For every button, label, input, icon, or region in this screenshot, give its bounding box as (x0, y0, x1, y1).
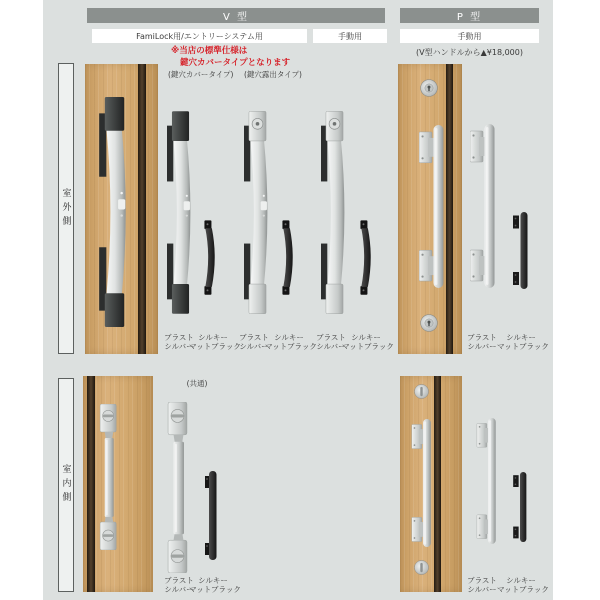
finish-label-silky-black: シルキー マットブラック (265, 333, 317, 351)
v-manual-subheader (313, 29, 387, 43)
mounted-indoor-p-handle-image (411, 419, 432, 547)
v-type-title: V 型 (222, 12, 250, 23)
finish-label-blast-silver: ブラスト シルバー (239, 333, 269, 351)
keyhole-exposed-type-label: (鍵穴露出タイプ) (244, 70, 302, 79)
v-handle-manual-black-image (360, 215, 374, 300)
v-famiilock-subheader (92, 29, 307, 43)
p-manual-subheader-label: 手動用 (457, 31, 482, 41)
door-edge-strip (446, 64, 453, 354)
keyhole-cover-type-label: (鍵穴カバータイプ) (168, 70, 234, 79)
lock-cylinder-icon (420, 314, 438, 332)
finish-label-blast-silver: ブラスト シルバー (164, 333, 194, 351)
v-handle-cover-black-image (204, 215, 218, 300)
finish-label-blast-silver: ブラスト シルバー (164, 576, 194, 594)
common-type-label: (共通) (186, 379, 208, 388)
v-handle-cover-silver-image (167, 100, 194, 325)
thumbturn-icon (414, 384, 429, 399)
v-handle-exposed-black-image (282, 215, 296, 300)
finish-label-silky-black: シルキー マットブラック (342, 333, 394, 351)
standard-spec-note-line2: 鍵穴カバータイプとなります (180, 57, 291, 68)
standard-spec-note (171, 46, 290, 69)
p-manual-subheader (400, 29, 539, 43)
outdoor-side-label: 室外側 (58, 63, 74, 354)
standard-spec-note-line1: ※当店の標準仕様は (171, 46, 248, 56)
door-edge-strip (138, 64, 146, 354)
finish-label-silky-black: シルキー マットブラック (497, 576, 549, 594)
v-type-header (87, 8, 385, 23)
lock-cylinder-icon (420, 79, 438, 97)
p-handle-black-image (513, 212, 528, 289)
p-type-title: P 型 (456, 12, 483, 23)
finish-label-blast-silver: ブラスト シルバー (316, 333, 346, 351)
v-handle-manual-silver-image (321, 100, 348, 325)
door-edge-strip (87, 376, 95, 592)
indoor-handle-silver-image (166, 402, 191, 573)
indoor-handle-black-image (205, 471, 217, 560)
finish-label-blast-silver: ブラスト シルバー (467, 333, 497, 351)
finish-label-blast-silver: ブラスト シルバー (467, 576, 497, 594)
mounted-v-handle-image (94, 97, 135, 327)
finish-label-silky-black: シルキー マットブラック (189, 576, 241, 594)
p-type-header (400, 8, 539, 23)
p-price-note: (V型ハンドルから▲¥18,000) (416, 48, 523, 57)
v-famiilock-subheader-label: FamiLock用/エントリーシステム用 (136, 31, 263, 41)
mounted-p-handle-image (419, 125, 444, 288)
indoor-p-handle-black-image (513, 472, 527, 542)
p-handle-silver-image (470, 124, 495, 288)
v-manual-subheader-label: 手動用 (338, 31, 362, 41)
finish-label-silky-black: シルキー マットブラック (189, 333, 241, 351)
thumbturn-icon (414, 560, 429, 575)
finish-label-silky-black: シルキー マットブラック (497, 333, 549, 351)
indoor-side-label: 室内側 (58, 378, 74, 592)
v-handle-exposed-silver-image (244, 100, 271, 325)
mounted-indoor-handle-image (98, 404, 120, 550)
indoor-p-handle-silver-image (474, 418, 499, 544)
door-edge-strip (434, 376, 441, 592)
